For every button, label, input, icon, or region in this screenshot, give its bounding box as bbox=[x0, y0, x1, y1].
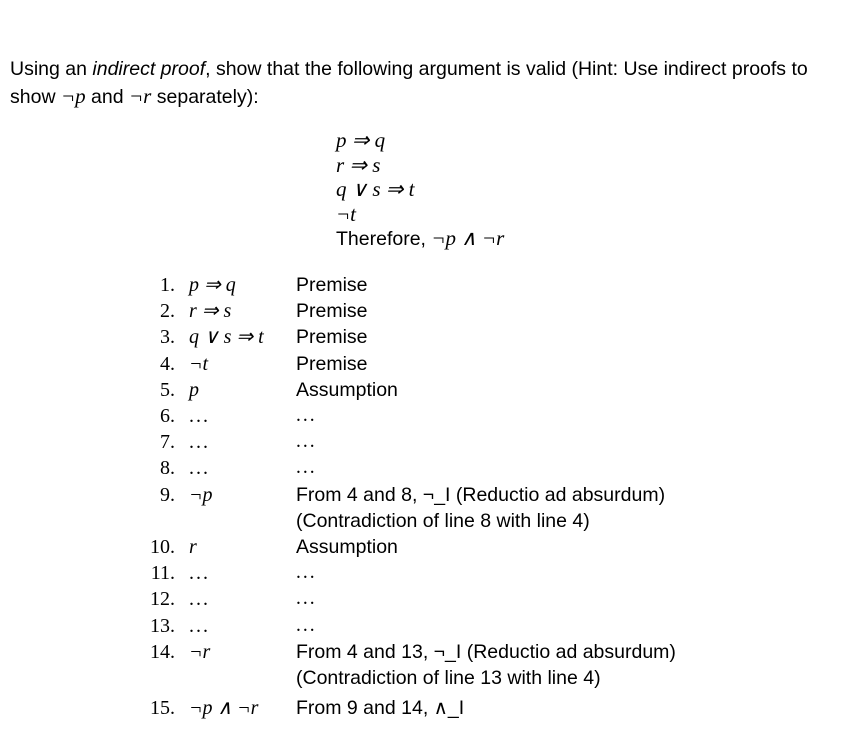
line-number: 15. bbox=[150, 697, 175, 720]
intro-text-3: separately): bbox=[151, 86, 259, 108]
proof-line bbox=[0, 639, 848, 665]
line-number: 9. bbox=[160, 483, 175, 506]
intro-text-1: Using an bbox=[10, 58, 93, 80]
proof-line-note bbox=[0, 665, 848, 691]
intro-emphasis: indirect proof bbox=[92, 58, 206, 80]
line-statement: p bbox=[189, 378, 199, 401]
argument-conclusion bbox=[336, 226, 504, 251]
line-justification: Premise bbox=[296, 300, 368, 323]
line-justification: From 4 and 13, ¬_I (Reductio ad absurdum) bbox=[296, 640, 676, 663]
proof-line bbox=[0, 455, 848, 481]
line-justification: Premise bbox=[296, 326, 368, 349]
line-number: 8. bbox=[160, 457, 175, 480]
line-statement: ... bbox=[189, 405, 210, 427]
conclusion-label: Therefore, bbox=[336, 228, 432, 250]
line-number: 3. bbox=[160, 326, 175, 349]
line-statement: r ⇒ s bbox=[189, 300, 232, 323]
line-note: (Contradiction of line 8 with line 4) bbox=[296, 509, 590, 532]
proof-line-note bbox=[0, 508, 848, 534]
line-number: 4. bbox=[160, 352, 175, 375]
proof-line bbox=[0, 586, 848, 612]
line-statement: ... bbox=[189, 562, 210, 585]
line-justification: Premise bbox=[296, 352, 368, 375]
proof-line bbox=[0, 534, 848, 560]
proof-line bbox=[0, 377, 848, 403]
proof-line bbox=[0, 403, 848, 429]
intro-not-r: ¬r bbox=[129, 84, 152, 108]
line-number: 14. bbox=[150, 640, 175, 663]
line-justification: ... bbox=[296, 562, 317, 584]
argument-premise-1: p ⇒ q bbox=[336, 128, 386, 152]
proof-line bbox=[0, 695, 848, 721]
proof-line bbox=[0, 613, 848, 639]
line-justification: ... bbox=[296, 588, 317, 610]
proof-line bbox=[0, 560, 848, 586]
line-justification: ... bbox=[296, 405, 317, 426]
line-justification: From 4 and 8, ¬_I (Reductio ad absurdum) bbox=[296, 483, 666, 506]
line-number: 6. bbox=[160, 405, 175, 427]
line-statement: r bbox=[189, 536, 197, 558]
proof-line bbox=[0, 272, 848, 298]
line-number: 12. bbox=[150, 588, 175, 611]
line-statement: ¬p ∧ ¬r bbox=[189, 697, 259, 720]
line-statement: p ⇒ q bbox=[189, 274, 236, 296]
proof-line bbox=[0, 429, 848, 455]
line-number: 11. bbox=[150, 562, 175, 585]
line-statement: ¬t bbox=[189, 352, 209, 375]
intro-text-2: , show that the following argument is valid (Hint: Use indirect proofs to show bbox=[10, 58, 808, 108]
proof-line bbox=[0, 482, 848, 508]
line-justification: ... bbox=[296, 614, 317, 636]
argument-premise-3: q ∨ s ⇒ t bbox=[336, 177, 415, 201]
proof-line bbox=[0, 324, 848, 350]
line-number: 10. bbox=[150, 536, 175, 558]
line-justification: From 9 and 14, ∧_I bbox=[296, 697, 465, 720]
conclusion-formula: ¬p ∧ ¬r bbox=[431, 226, 505, 250]
argument-premise-4: ¬t bbox=[336, 201, 357, 226]
intro-and: and bbox=[85, 86, 129, 108]
line-justification: Assumption bbox=[296, 378, 398, 401]
line-statement: ¬r bbox=[189, 640, 211, 663]
line-statement: ... bbox=[189, 614, 210, 637]
argument-block bbox=[336, 128, 504, 251]
line-note: (Contradiction of line 13 with line 4) bbox=[296, 667, 601, 689]
line-statement: ... bbox=[189, 431, 210, 454]
line-justification: ... bbox=[296, 431, 317, 453]
line-justification: Premise bbox=[296, 274, 368, 296]
line-statement: ... bbox=[189, 457, 210, 480]
line-number: 13. bbox=[150, 614, 175, 637]
line-number: 1. bbox=[160, 274, 175, 296]
problem-statement bbox=[10, 56, 840, 111]
line-number: 5. bbox=[160, 378, 175, 401]
line-justification: Assumption bbox=[296, 536, 398, 558]
line-statement: q ∨ s ⇒ t bbox=[189, 326, 264, 349]
line-number: 2. bbox=[160, 300, 175, 323]
line-justification: ... bbox=[296, 457, 317, 479]
proof-line bbox=[0, 351, 848, 377]
line-statement: ¬p bbox=[189, 483, 213, 506]
argument-premise-2: r ⇒ s bbox=[336, 152, 381, 177]
proof-line bbox=[0, 298, 848, 324]
line-number: 7. bbox=[160, 431, 175, 454]
intro-not-p: ¬p bbox=[60, 84, 86, 108]
line-statement: ... bbox=[189, 588, 210, 611]
